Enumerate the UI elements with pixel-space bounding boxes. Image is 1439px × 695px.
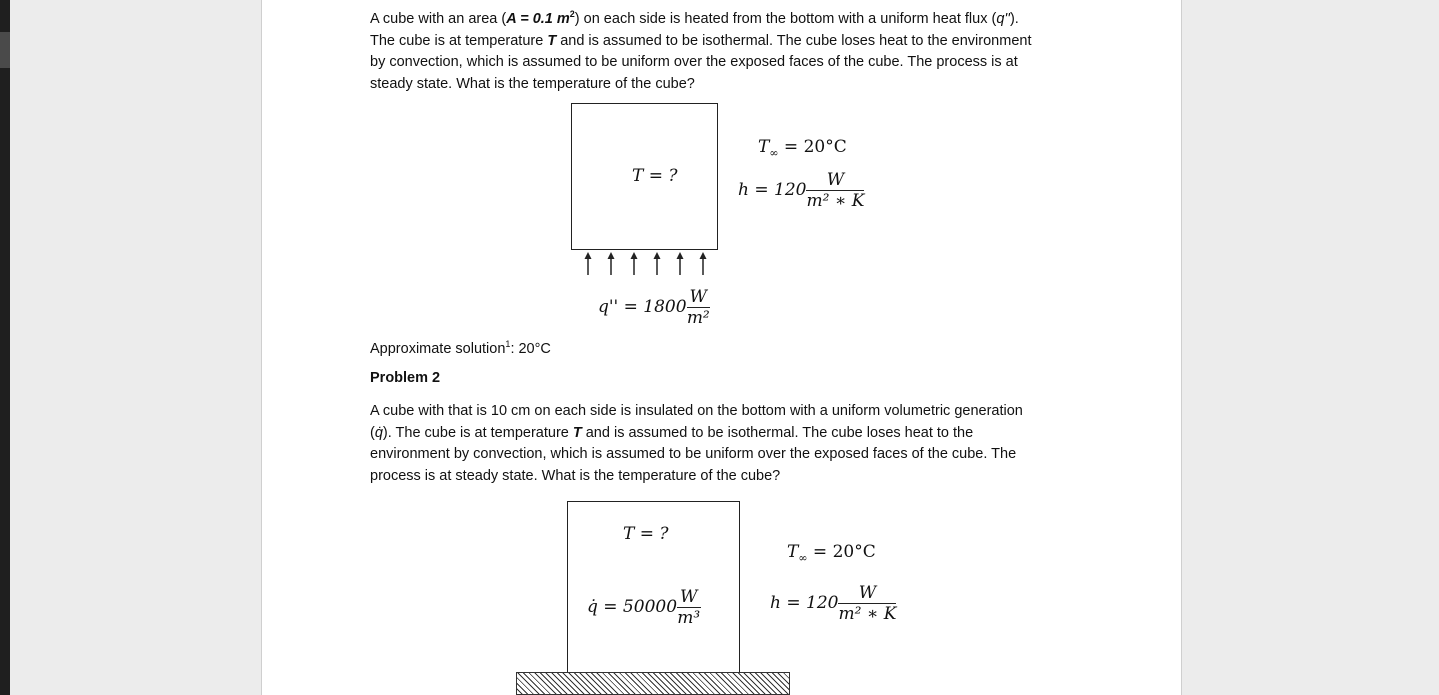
problem2-heading: Problem 2 <box>370 370 441 386</box>
text-run: ). <box>1009 10 1019 27</box>
temperature-symbol: T <box>547 32 557 49</box>
text-run: A cube with an area ( <box>370 10 507 27</box>
heat-flux-arrow <box>652 252 662 276</box>
side-tab[interactable] <box>0 32 10 68</box>
heat-flux-arrow <box>698 252 708 276</box>
problem1-line-4: steady state. What is the temperature of the cube? <box>370 75 695 92</box>
problem2-line-4: process is at steady state. What is the temperature of the cube? <box>370 468 781 485</box>
h-coefficient-1: h = 120 $\frac{W}{\text{m² ∗ K}}$ <box>738 170 865 211</box>
problem2-line-3: environment by convection, which is assumed to be uniform over the exposed faces of the cube. The <box>370 446 1017 463</box>
cube1-temperature-label: T = ? <box>632 166 678 186</box>
problem1-line-3: by convection, which is assumed to be uniform over the exposed faces of the cube. The process is at <box>370 54 1018 71</box>
t-infinity-label-2: $T_\infty = 20^\circ C$ <box>787 542 876 565</box>
heat-flux-label: q'' = 1800 $\frac{W}{\text{m²}}$ <box>598 287 710 328</box>
cube2-temperature-label: T = ? <box>623 524 669 544</box>
heat-flux-arrow <box>606 252 616 276</box>
heat-flux-symbol: q'' <box>996 10 1010 27</box>
heat-flux-arrow <box>675 252 685 276</box>
volumetric-generation-label: q̇ = 50000 $\frac{W}{\text{m³}}$ <box>587 587 701 628</box>
area-exponent: 2 <box>569 9 575 19</box>
t-infinity-label-1: $T_\infty = 20^\circ C$ <box>758 137 847 160</box>
text-run: ) on each side is heated from the bottom with a uniform heat flux ( <box>574 10 997 27</box>
left-window-edge <box>0 0 10 695</box>
insulated-base-hatching <box>516 672 790 695</box>
heat-flux-arrow <box>629 252 639 276</box>
approximate-solution: Approximate solution$^1$: 20°C <box>370 339 551 357</box>
text-run: and is assumed to be isothermal. The cube loses heat to the environment <box>556 32 1032 49</box>
problem2-line-2: (q̇). The cube is at temperature T and is assumed to be isothermal. The cube loses heat to the <box>370 424 974 441</box>
heat-flux-arrow <box>583 252 593 276</box>
problem2-line-1: A cube with that is 10 cm on each side is insulated on the bottom with a uniform volumetric generation <box>370 403 1023 419</box>
problem1-line-1 <box>370 4 1031 31</box>
h-coefficient-2: h = 120 $\frac{W}{\text{m² ∗ K}}$ <box>770 583 897 624</box>
text-run: The cube is at temperature <box>370 32 548 49</box>
area-value: A = 0.1 m <box>506 10 570 27</box>
problem1-line-2 <box>370 31 1031 53</box>
problem2-statement <box>370 401 1023 488</box>
problem1-statement <box>370 4 1031 96</box>
